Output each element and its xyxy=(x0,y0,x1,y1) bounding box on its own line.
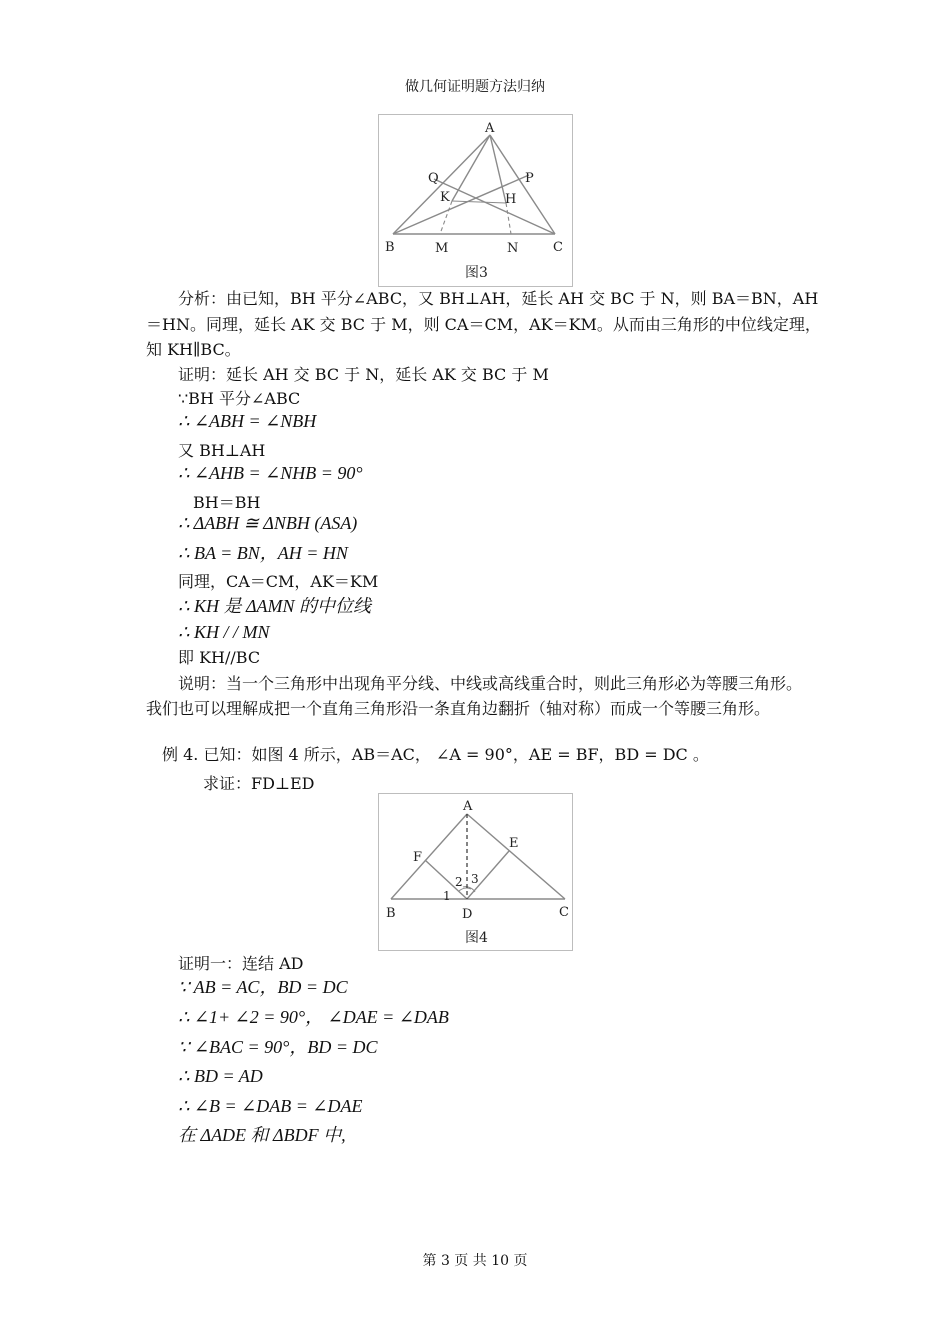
proof4-line: 证明一：连结 AD xyxy=(178,954,304,973)
analysis-line-3: 知 KH∥BC。 xyxy=(146,340,241,359)
fig4-angle-3: 3 xyxy=(471,872,479,886)
fig4-label-d: D xyxy=(462,907,473,922)
figure-4 xyxy=(378,793,573,951)
fig3-label-c: C xyxy=(553,240,563,255)
proof4-line: ∴ BD = AD xyxy=(178,1066,263,1086)
fig3-label-b: B xyxy=(385,240,395,255)
fig3-label-n: N xyxy=(507,241,519,256)
fig4-label-a: A xyxy=(463,799,473,814)
proof3-line: 证明：延长 AH 交 BC 于 N，延长 AK 交 BC 于 M xyxy=(178,365,549,384)
proof3-line: ∴ KH 是 ΔAMN 的中位线 xyxy=(178,596,372,616)
proof4-line: ∵ ∠BAC = 90°，BD = DC xyxy=(178,1037,378,1057)
proof3-line: ∴ ∠ABH = ∠NBH xyxy=(178,411,317,431)
note-line-1: 说明：当一个三角形中出现角平分线、中线或高线重合时，则此三角形必为等腰三角形。 xyxy=(178,674,803,693)
proof3-line: ∴ BA = BN，AH = HN xyxy=(178,543,348,563)
analysis-line-2: ＝HN。同理，延长 AK 交 BC 于 M，则 CA＝CM，AK＝KM。从而由三角形的中位线定理， xyxy=(146,315,821,334)
proof4-line: ∴ ∠B = ∠DAB = ∠DAE xyxy=(178,1096,363,1116)
figure-3 xyxy=(378,114,573,287)
figure-3-diagram xyxy=(379,115,572,286)
proof3-line: ∴ ∠AHB = ∠NHB = 90° xyxy=(178,463,363,483)
fig3-label-q: Q xyxy=(428,171,439,186)
fig3-label-m: M xyxy=(435,241,449,256)
proof4-line: ∵ AB = AC，BD = DC xyxy=(178,977,348,997)
proof3-line: 又 BH⊥AH xyxy=(178,441,266,460)
fig4-angle-2: 2 xyxy=(455,875,463,889)
fig4-label-c: C xyxy=(559,905,569,920)
proof3-line: 即 KH//BC xyxy=(178,648,261,667)
example4-prove: 求证：FD⊥ED xyxy=(203,774,315,793)
fig3-label-a: A xyxy=(485,121,495,136)
fig3-label-h: H xyxy=(505,192,517,207)
note-line-2: 我们也可以理解成把一个直角三角形沿一条直角边翻折（轴对称）而成一个等腰三角形。 xyxy=(146,699,771,718)
fig3-label-k: K xyxy=(440,190,450,205)
fig4-caption: 图4 xyxy=(465,930,488,946)
example4-given: 例 4. 已知：如图 4 所示，AB＝AC， ∠A = 90°，AE = BF，BD = DC 。 xyxy=(162,745,709,764)
fig3-caption: 图3 xyxy=(465,265,488,281)
analysis-line-1: 分析：由已知，BH 平分∠ABC，又 BH⊥AH，延长 AH 交 BC 于 N，则 BA＝BN，AH xyxy=(178,289,819,308)
proof3-line: 同理，CA＝CM，AK＝KM xyxy=(178,572,379,591)
proof3-line: ∵BH 平分∠ABC xyxy=(178,389,301,408)
page-header: 做几何证明题方法归纳 xyxy=(405,79,545,95)
figure-4-diagram xyxy=(379,794,572,950)
proof3-line: ∴ KH / / MN xyxy=(178,622,270,642)
proof4-line: 在 ΔADE 和 ΔBDF 中, xyxy=(178,1125,346,1145)
fig4-label-f: F xyxy=(413,850,423,865)
proof3-line: BH＝BH xyxy=(193,493,261,512)
proof3-line: ∴ ΔABH ≅ ΔNBH (ASA) xyxy=(178,513,358,533)
fig4-angle-1: 1 xyxy=(443,889,451,903)
fig4-label-e: E xyxy=(509,836,519,851)
fig3-label-p: P xyxy=(525,171,534,186)
page-footer: 第 3 页 共 10 页 xyxy=(422,1253,528,1269)
proof4-line: ∴ ∠1+ ∠2 = 90°， ∠DAE = ∠DAB xyxy=(178,1007,449,1027)
fig4-label-b: B xyxy=(386,906,396,921)
